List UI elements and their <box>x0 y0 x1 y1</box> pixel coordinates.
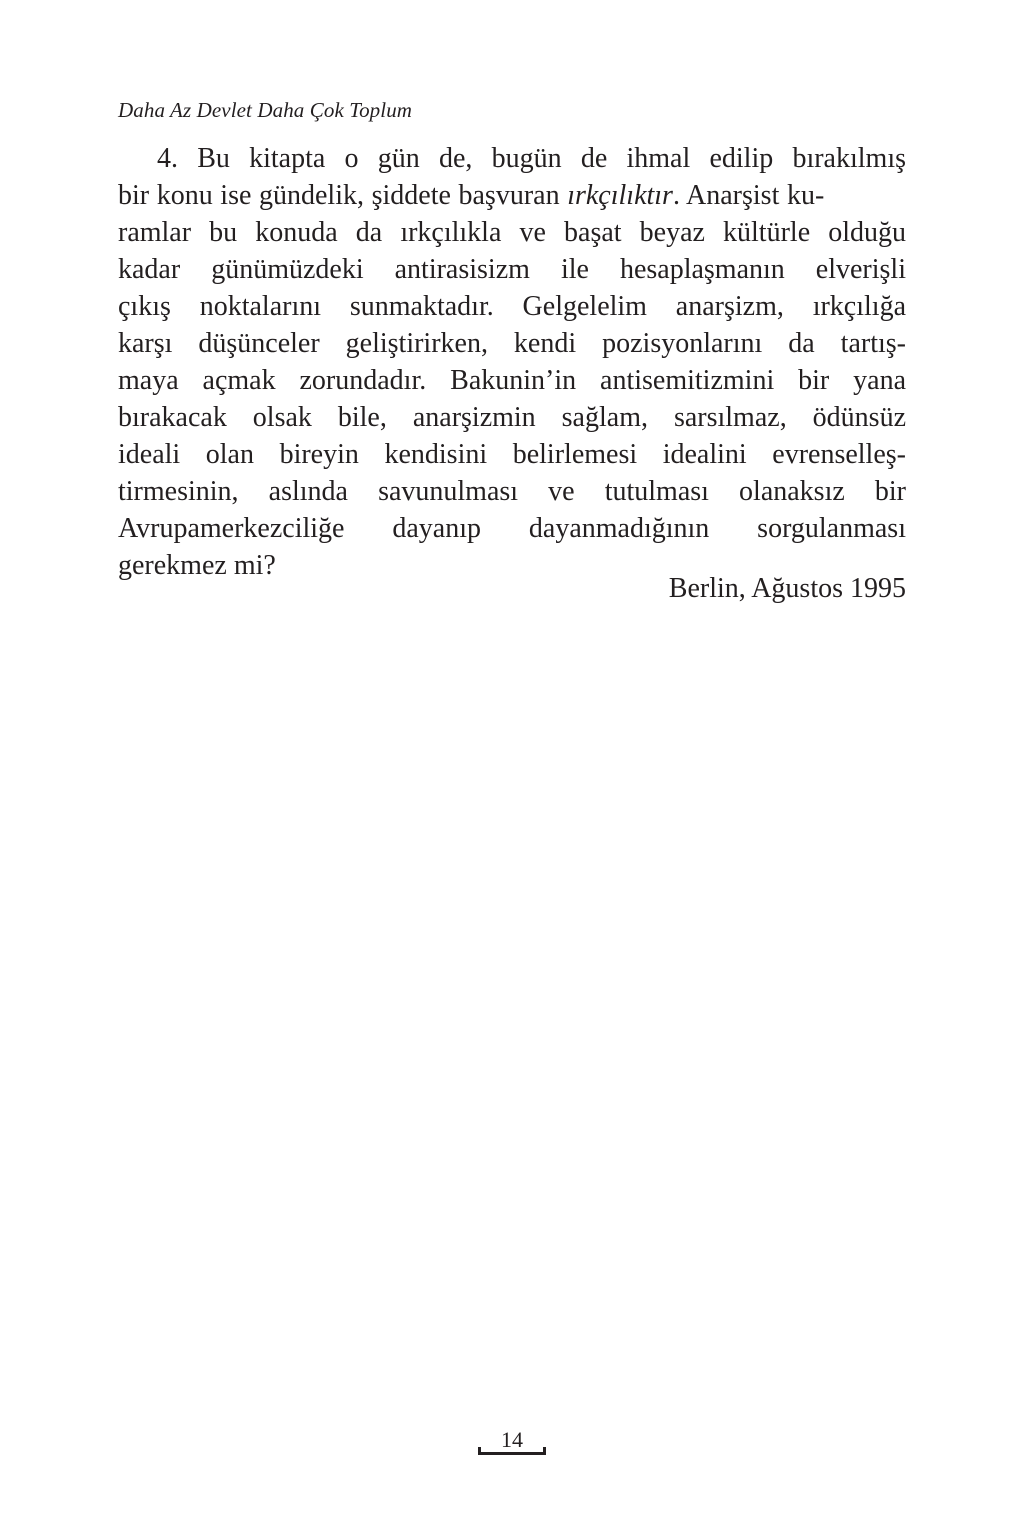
paragraph-line: tirmesinin, aslında savunulması ve tutulması olanaksız bir <box>118 476 906 507</box>
paragraph-line: 4. Bu kitapta o gün de, bugün de ihmal edilip bırakılmış <box>157 143 906 174</box>
paragraph-line: Avrupamerkezciliğe dayanıp dayanmadığının sorgulanması <box>118 513 906 544</box>
paragraph-line: bırakacak olsak bile, anarşizmin sağlam, sarsılmaz, ödünsüz <box>118 402 906 433</box>
signature-place-date: Berlin, Ağustos 1995 <box>668 573 906 604</box>
paragraph-line: kadar günümüzdeki antirasisizm ile hesaplaşmanın elverişli <box>118 254 906 285</box>
page-footer <box>478 1428 546 1458</box>
paragraph-line: ramlar bu konuda da ırkçılıkla ve başat beyaz kültürle olduğu <box>118 217 906 248</box>
running-header: Daha Az Devlet Daha Çok Toplum <box>118 98 413 122</box>
paragraph-line: çıkış noktalarını sunmaktadır. Gelgelelim anarşizm, ırkçılığa <box>118 291 906 322</box>
paragraph-line: gerekmez mi? <box>118 550 276 581</box>
paragraph-line: maya açmak zorundadır. Bakunin’in antisemitizmini bir yana <box>118 365 906 396</box>
paragraph-line-segment: . Anarşist ku- <box>672 180 825 211</box>
emphasis-text: ırkçılıktır <box>567 180 673 211</box>
paragraph-line: karşı düşünceler geliştirirken, kendi pozisyonlarını da tartış- <box>118 328 906 359</box>
page-number: 14 <box>501 1427 523 1452</box>
paragraph-line: ideali olan bireyin kendisini belirlemesi idealini evrenselleş- <box>118 439 906 470</box>
paragraph-line-segment: bir konu ise gündelik, şiddete başvuran <box>118 180 560 211</box>
paragraph-line <box>118 177 906 214</box>
body-paragraph <box>118 140 906 584</box>
page-number-rule <box>478 1452 546 1455</box>
